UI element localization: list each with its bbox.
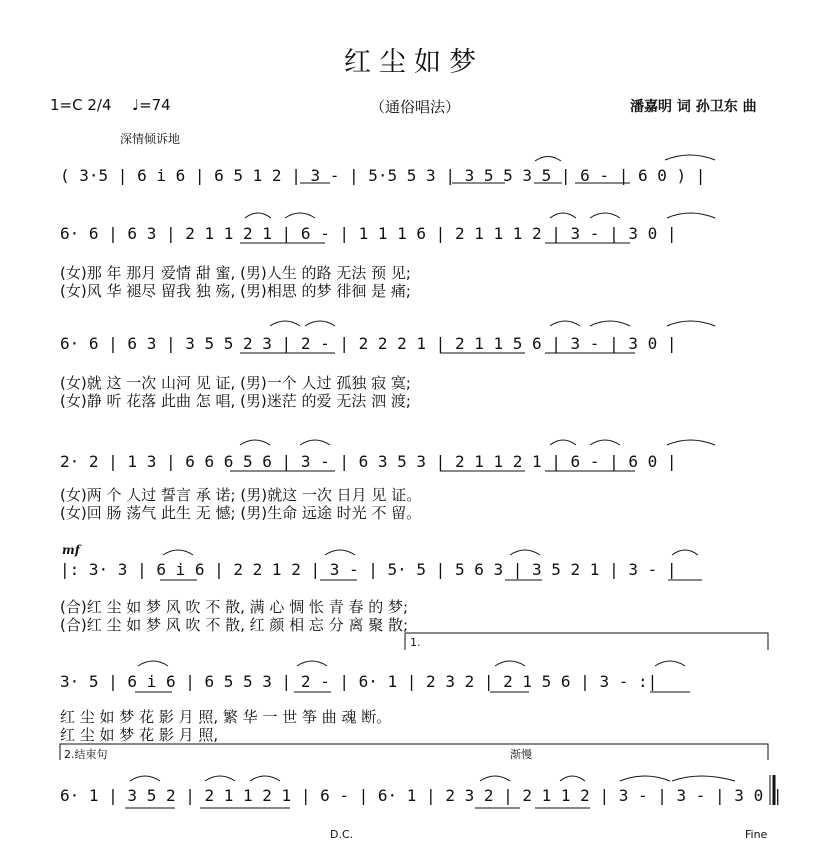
dc-mark: D.C.: [330, 828, 354, 841]
notation-line-6: 6· 1 | 3 5 2 | 2 1 1 2 1 | 6 - | 6· 1 | 2 3 2 | 2 1 1 2 | 3 - | 3 - | 3 0 |: [60, 786, 783, 805]
notation-line-4: |: 3· 3 | 6 i 6 | 2 2 1 2 | 3 - | 5· 5 | 5 6 3 | 3 5 2 1 | 3 - |: [60, 560, 677, 579]
lyric-line-3a: (女)两 个 人过 誓言 承 诺; (男)就这 一次 日月 见 证。: [60, 486, 422, 504]
fine-mark: Fine: [745, 828, 768, 841]
lyric-line-3b: (女)回 肠 荡气 此生 无 憾; (男)生命 远途 时光 不 留。: [60, 504, 422, 522]
lyric-line-1a: (女)那 年 那月 爱情 甜 蜜, (男)人生 的路 无法 预 见;: [60, 264, 411, 282]
song-title: 红尘如梦: [344, 47, 484, 78]
notation-line-5: 3· 5 | 6 i 6 | 6 5 5 3 | 2 - | 6· 1 | 2 3 2 | 2 1 5 6 | 3 - :|: [60, 672, 658, 691]
notation-line-2: 6· 6 | 6 3 | 3 5 5 2 3 | 2 - | 2 2 2 1 | 2 1 1 5 6 | 3 - | 3 0 |: [60, 334, 677, 353]
lyric-line-5a: 红 尘 如 梦 花 影 月 照, 繁 华 一 世 筝 曲 魂 断。: [60, 708, 392, 726]
ending-1-label: 1.: [410, 636, 421, 649]
dynamic-mark: mf: [62, 543, 80, 557]
slowing-mark: 渐慢: [510, 748, 532, 761]
expression-mark: 深情倾诉地: [120, 132, 181, 146]
lyric-line-4b: (合)红 尘 如 梦 风 吹 不 散, 红 颜 相 忘 分 离 聚 散;: [60, 616, 409, 634]
ending-2-label: 2.结束句: [64, 748, 108, 761]
notation-line-3: 2· 2 | 1 3 | 6 6 6 5 6 | 3 - | 6 3 5 3 | 2 1 1 2 1 | 6 - | 6 0 |: [60, 452, 677, 471]
notation-line-intro: ( 3·5 | 6 i 6 | 6 5 1 2 | 3 - | 5·5 5 3 | 3 5 5 3 5 | 6 - | 6 0 ) |: [60, 166, 706, 185]
lyric-line-2b: (女)静 听 花落 此曲 怎 唱, (男)迷茫 的爱 无法 泗 渡;: [60, 392, 411, 410]
notation-line-1: 6· 6 | 6 3 | 2 1 1 2 1 | 6 - | 1 1 1 6 | 2 1 1 1 2 | 3 - | 3 0 |: [60, 224, 677, 243]
key-signature: 1=C 2/4: [50, 96, 112, 114]
lyric-line-5b: 红 尘 如 梦 花 影 月 照,: [60, 726, 219, 744]
lyric-line-1b: (女)风 华 褪尽 留我 独 殇, (男)相思 的梦 徘徊 是 痛;: [60, 282, 411, 300]
credits: 潘嘉明 词 孙卫东 曲: [630, 99, 757, 115]
lyric-line-2a: (女)就 这 一次 山河 见 证, (男)一个 人过 孤独 寂 寞;: [60, 374, 411, 392]
lyric-line-4a: (合)红 尘 如 梦 风 吹 不 散, 满 心 惆 怅 青 春 的 梦;: [60, 598, 409, 616]
singing-style: （通俗唱法）: [370, 98, 461, 116]
tempo-marking: ♩=74: [132, 96, 171, 114]
